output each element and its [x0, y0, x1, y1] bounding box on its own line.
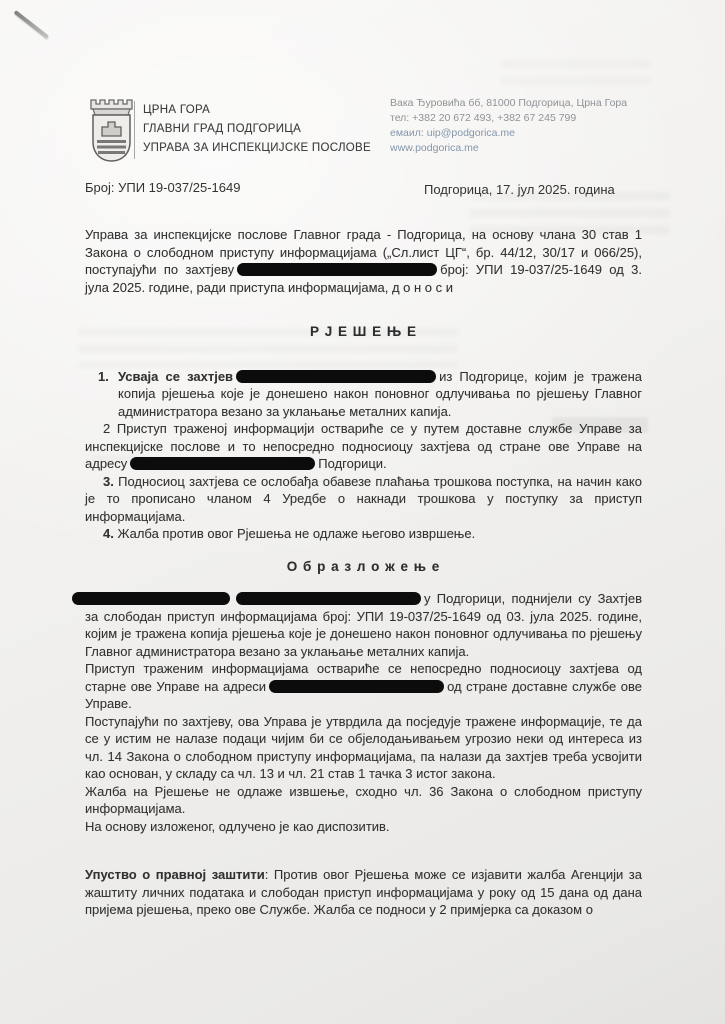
contact-email: емаил: uip@podgorica.me — [390, 127, 516, 139]
intro-paragraph — [85, 226, 642, 296]
item1-bold-lead: Усваја се захтјев — [118, 368, 234, 384]
contact-website: www.podgorica.me — [390, 142, 479, 154]
legal-notice-paragraph — [85, 866, 642, 919]
item2-text-after: Подгорици. — [318, 456, 387, 471]
explanation-paragraph-4: Жалба на Рјешење не одлаже извшење, сходно чл. 36 Закона о слободном приступу информацијама. — [85, 783, 642, 816]
item2-text-before: Приступ траженој информацији оствариће се у путем доставне службе Управе за инспекцијске послове и то непосредно подносиоцу захтјева од стране ове Управе на адресу — [85, 421, 642, 471]
decision-item-4 — [85, 525, 642, 543]
item-number: 3. — [103, 473, 114, 489]
decision-title: Р Ј Е Ш Е Њ Е — [310, 324, 417, 339]
explanation-p2-before: Приступ траженим информацијама оствариће се непосредно подносиоцу захтјева од старне ове Управе на адреси — [85, 661, 642, 694]
decision-item-3 — [85, 473, 642, 526]
contact-block — [390, 96, 627, 156]
staple-mark — [14, 10, 50, 39]
explanation-paragraph-5: На основу изложеног, одлучено је као диспозитив. — [85, 818, 390, 834]
redaction-bar — [72, 592, 230, 605]
intro-text-before: Управа за инспекцијске послове Главног града - Подгорица, на основу члана 30 став 1 Закона о слободном приступу информацијама („Сл.лист ЦГ“, бр. 44/12, 30/17 и 066/25), поступајући по захтјеву — [85, 227, 642, 277]
item4-text: Жалба против овог Рјешења не одлаже његово извршење. — [117, 526, 476, 541]
contact-phone: тел: +382 20 672 493, +382 67 245 799 — [390, 112, 577, 124]
explanation-paragraph-1 — [85, 590, 642, 660]
redaction-bar — [236, 370, 436, 383]
explanation-p2-after: од стране доставне службе ове Управе. — [85, 678, 642, 711]
scan-artifact — [500, 60, 650, 90]
podgorica-coat-of-arms-icon — [84, 92, 139, 170]
place-and-date: Подгорица, 17. јул 2025. година — [424, 182, 615, 197]
explanation-paragraph-2 — [85, 660, 642, 713]
decision-item-2 — [85, 420, 642, 473]
explanation-title: О б р а з л о ж е њ е — [286, 558, 441, 574]
item-number: 1. — [98, 368, 109, 384]
country-name: ЦРНА ГОРА — [143, 104, 211, 116]
legal-notice-lead: Упуство о правној заштити — [85, 867, 265, 882]
redaction-bar — [130, 457, 315, 470]
case-number: Број: УПИ 19-037/25-1649 — [85, 180, 241, 195]
explanation-paragraph-3: Поступајући по захтјеву, ова Управа је утврдила да посједује тражене информације, те да се у истим не налазе подаци чијим би се објелодањивањем угрозио неки од интереса из чл. 14 Закона о слободном приступу информацијама, па налази да захтјев треба усвојити као основан, у складу са чл. 13 и чл. 21 став 1 тачка 3 истог закона. — [85, 713, 642, 781]
issuing-authority — [143, 101, 371, 158]
redaction-bar — [236, 592, 421, 605]
contact-address: Вака Ђуровића бб, 81000 Подгорица, Црна Гора — [390, 97, 628, 109]
document-body — [85, 226, 642, 919]
legal-notice-text: : Против овог Рјешења може се изјавити жалба Агенцији за жаштиту личних података и слободан приступ информацијама у року од 15 дана од дана пријема рјешења, преко ове Службе. Жалба се подноси у 2 примјерка са доказом о — [85, 867, 642, 917]
city-name: ГЛАВНИ ГРАД ПОДГОРИЦА — [143, 123, 302, 135]
intro-text-after: број: УПИ 19-037/25-1649 од 3. јула 2025. године, ради приступа информацијама, д о н о с и — [85, 262, 642, 295]
explanation-p1-text: у Подгорици, поднијели су Захтјев за слободан приступ информацијама број: УПИ 19-037/25-1649 од 03. јула 2025. године, којим је тражена копија рјешења које је донешено након поновног одлучивања по рјешењу Главног администратора везано за уклањање металних капија. — [85, 591, 642, 659]
item-number: 4. — [103, 526, 114, 541]
redaction-bar — [237, 263, 437, 276]
item3-text: Подносиоц захтјева се ослобађа обавезе плаћања трошкова поступка, на начин како је то прописано чланом 4 Уредбе о накнади трошкова у поступку за приступ информацијама. — [85, 473, 642, 524]
department-name: УПРАВА ЗА ИНСПЕКЦИЈСКЕ ПОСЛОВЕ — [143, 142, 371, 154]
decision-item-1 — [85, 368, 642, 421]
header-divider — [134, 101, 135, 159]
item-number: 2 — [103, 421, 111, 436]
item1-text: из Подгорице, којим је тражена копија рјешења које је донешено након поновног одлучивања по рјешењу Главног администратора везано за уклањање металних капија. — [118, 368, 642, 419]
redaction-bar — [269, 680, 444, 693]
